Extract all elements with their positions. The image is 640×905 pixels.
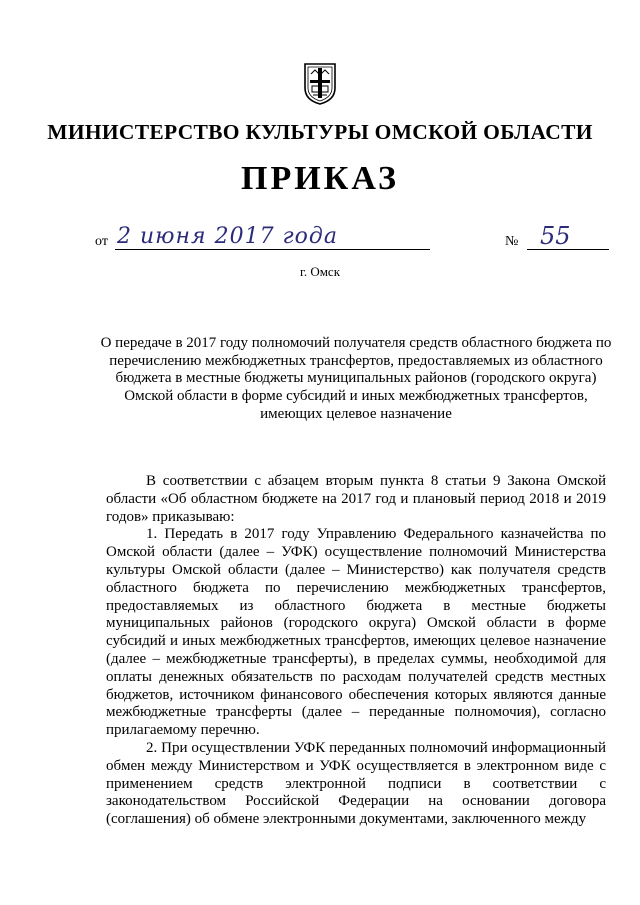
city: г. Омск bbox=[299, 264, 341, 279]
paragraph-item-2: 2. При осуществлении УФК переданных полномочий информационный обмен между Министерством и УФК осуществляется в электронном виде с применением средств электронной подписи в соответствии с законодательством Российской Федерации на основании договора (соглашения) об обмене электронными документами, заключенного между bbox=[106, 739, 606, 828]
handwritten-number: 55 bbox=[540, 222, 571, 250]
paragraph-preamble: В соответствии с абзацем вторым пункта 8 статьи 9 Закона Омской области «Об областном бюджете на 2017 год и плановый период 2018 и 2019 годов» приказываю: bbox=[106, 473, 606, 525]
handwritten-date: 2 июня 2017 года bbox=[117, 224, 338, 249]
date-number-row bbox=[95, 222, 615, 256]
order-subject: О передаче в 2017 году полномочий получателя средств областного бюджета по перечислению межбюджетных трансфертов, предоставляемых из областного бюджета в местные бюджеты муниципальных районов (городского округа) Омской области в форме субсидий и иных межбюджетных трансфертов, имеющих целевое назначение bbox=[100, 335, 612, 422]
order-body bbox=[106, 473, 606, 829]
document-type-title: ПРИКАЗ bbox=[241, 160, 399, 197]
omsk-coat-of-arms-icon bbox=[303, 62, 337, 106]
date-underline bbox=[115, 249, 430, 250]
paragraph-item-1: 1. Передать в 2017 году Управлению Федерального казначейства по Омской области (далее – УФК) осуществление полномочий Министерства культуры Омской области (далее – Министерство) как получателя средств областного бюджета по перечислению межбюджетных трансфертов, предоставляемых из областного бюджета в местные бюджеты муниципальных районов (городского округа) Омской области в форме субсидий и иных межбюджетных трансфертов, имеющих целевое назначение (далее – межбюджетные трансферты), в пределах суммы, необходимой для оплаты денежных обязательств по расходам получателей средств местных бюджетов, источником финансового обеспечения которых являются данные межбюджетные трансферты (далее – переданные полномочия), согласно прилагаемому перечню. bbox=[106, 526, 606, 739]
number-prefix: № bbox=[505, 234, 519, 249]
date-prefix: от bbox=[95, 234, 108, 249]
ministry-name: МИНИСТЕРСТВО КУЛЬТУРЫ ОМСКОЙ ОБЛАСТИ bbox=[47, 120, 593, 144]
